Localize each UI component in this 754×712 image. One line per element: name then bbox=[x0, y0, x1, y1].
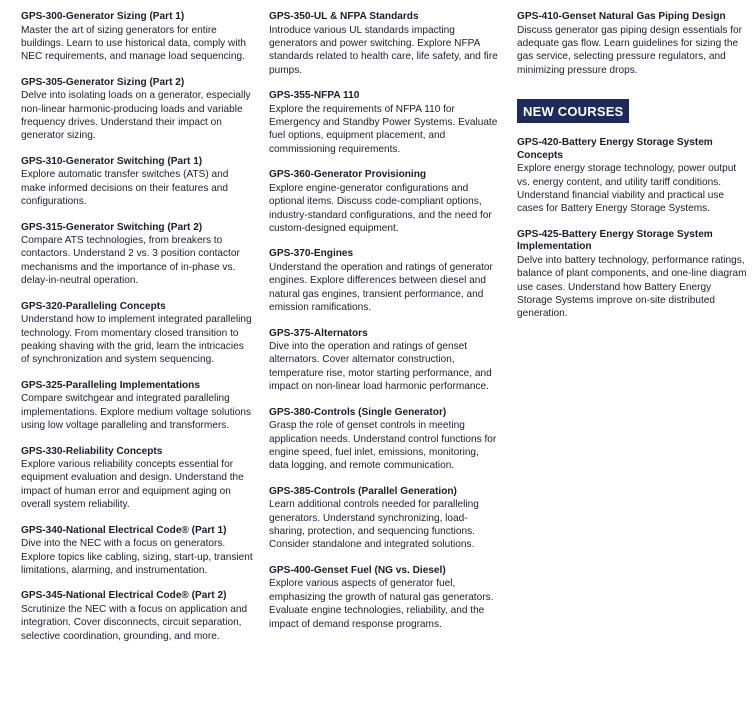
course-description: Compare switchgear and integrated paralleling implementations. Explore medium voltage solutions using low voltage paralleling and transformers. bbox=[21, 393, 252, 432]
course-title: GPS-410-Genset Natural Gas Piping Design bbox=[517, 11, 726, 22]
course-entry bbox=[517, 11, 747, 77]
course-entry bbox=[21, 222, 253, 288]
course-title: GPS-340-National Electrical Code® (Part 1) bbox=[21, 524, 227, 536]
course-entry bbox=[269, 486, 499, 552]
course-column-3 bbox=[517, 11, 747, 334]
course-title: GPS-350-UL & NFPA Standards bbox=[269, 11, 419, 22]
course-description: Learn additional controls needed for paralleling generators. Understand synchronizing, load-sharing, protection, and sequencing functions. Consider standalone and integrated solutions. bbox=[269, 499, 479, 551]
course-entry bbox=[517, 229, 747, 321]
course-entry bbox=[269, 11, 499, 77]
course-description: Delve into battery technology, performance ratings, balance of plant components, and one-line diagram use cases. Understand how Battery Energy Storage Systems improve on-site distributed generation. bbox=[517, 254, 747, 320]
course-entry bbox=[269, 565, 499, 631]
course-description: Explore automatic transfer switches (ATS) and make informed decisions on their features and configurations. bbox=[21, 169, 229, 208]
course-title: GPS-320-Paralleling Concepts bbox=[21, 300, 166, 312]
course-description: Grasp the role of genset controls in meeting application needs. Understand control functions for engine speed, fuel inlet, emissions, monitoring, data logging, and remote communication. bbox=[269, 420, 497, 472]
course-description: Master the art of sizing generators for entire buildings. Learn to use historical data, comply with NEC requirements, and manage load sequencing. bbox=[21, 24, 246, 63]
course-description: Explore engine-generator configurations and optional items. Discuss code-compliant options, industry-standard configurations, and the need for custom-designed equipment. bbox=[269, 182, 492, 234]
course-title: GPS-310-Generator Switching (Part 1) bbox=[21, 155, 203, 167]
course-title: GPS-425-Battery Energy Storage System Implementation bbox=[517, 228, 713, 253]
course-title: GPS-315-Generator Switching (Part 2) bbox=[21, 221, 203, 233]
course-entry bbox=[269, 407, 499, 473]
course-entry bbox=[269, 169, 499, 235]
course-entry bbox=[21, 590, 253, 643]
course-title: GPS-420-Battery Energy Storage System Concepts bbox=[517, 137, 713, 161]
course-entry bbox=[21, 380, 253, 433]
course-title: GPS-375-Alternators bbox=[269, 327, 368, 339]
course-column-2 bbox=[269, 11, 499, 644]
course-column-1 bbox=[21, 11, 253, 656]
course-title: GPS-325-Paralleling Implementations bbox=[21, 379, 200, 391]
course-description: Scrutinize the NEC with a focus on application and integration. Cover disconnects, circuit separation, selective coordination, grounding, and more. bbox=[21, 603, 248, 642]
course-description: Dive into the operation and ratings of genset alternators. Cover alternator construction, temperature rise, motor starting performance, and impact on non-linear load harmonic performance. bbox=[269, 341, 492, 393]
course-title: GPS-355-NFPA 110 bbox=[269, 90, 360, 102]
new-courses-badge: NEW COURSES bbox=[517, 99, 629, 123]
course-entry bbox=[21, 525, 253, 578]
course-title: GPS-345-National Electrical Code® (Part 2) bbox=[21, 590, 227, 602]
course-title: GPS-370-Engines bbox=[269, 248, 354, 260]
course-description: Explore the requirements of NFPA 110 for Emergency and Standby Power Systems. Evaluate fuel options, equipment placement, and commissioning requirements. bbox=[269, 103, 498, 155]
course-entry bbox=[21, 301, 253, 367]
course-entry bbox=[269, 248, 499, 314]
course-description: Discuss generator gas piping design essentials for adequate gas flow. Learn guidelines for sizing the gas service, selecting pressure regulators, and minimizing pressure drops. bbox=[517, 24, 742, 76]
course-entry bbox=[21, 11, 253, 64]
course-entry bbox=[269, 328, 499, 394]
course-description: Understand the operation and ratings of generator engines. Explore differences between diesel and natural gas engines, transient performance, and emission ramifications. bbox=[269, 261, 493, 314]
course-entry bbox=[21, 156, 253, 209]
course-description: Delve into isolating loads on a generator, especially non-linear harmonic-producing loads and variable frequency drives. Understand their impact on generator sizing. bbox=[21, 90, 251, 142]
course-title: GPS-305-Generator Sizing (Part 2) bbox=[21, 76, 185, 88]
course-description: Explore various reliability concepts essential for equipment evaluation and design. Understand the impact of human error and equipment aging on overall system reliability. bbox=[21, 459, 244, 511]
course-title: GPS-380-Controls (Single Generator) bbox=[269, 406, 447, 418]
course-description: Explore energy storage technology, power output vs. energy content, and utility tariff conditions. Understand financial viability and practical use cases for Battery Energy Storage Systems. bbox=[517, 163, 737, 215]
course-description: Introduce various UL standards impacting generators and power switching. Explore NFPA standards related to health care, life safety, and fire pumps. bbox=[269, 24, 498, 76]
course-title: GPS-360-Generator Provisioning bbox=[269, 169, 427, 181]
course-title: GPS-300-Generator Sizing (Part 1) bbox=[21, 11, 185, 22]
course-entry bbox=[517, 137, 747, 216]
course-description: Understand how to implement integrated paralleling technology. From momentary closed transition to peaking shaving with the grid, learn the intricacies of synchronization and system sequencing. bbox=[21, 314, 252, 366]
course-description: Dive into the NEC with a focus on generators. Explore topics like cabling, sizing, start-up, transient limitations, alarming, and instrumentation. bbox=[21, 538, 253, 576]
course-entry bbox=[269, 90, 499, 156]
course-description: Compare ATS technologies, from breakers to contactors. Understand 2 vs. 3 position contactor mechanisms and the importance of in-phase vs. delay-in-neutral operation. bbox=[21, 235, 240, 287]
course-title: GPS-385-Controls (Parallel Generation) bbox=[269, 485, 457, 497]
course-title: GPS-400-Genset Fuel (NG vs. Diesel) bbox=[269, 564, 446, 576]
course-description: Explore various aspects of generator fuel, emphasizing the growth of natural gas generators. Evaluate engine technologies, reliability, and the impact of demand response programs. bbox=[269, 578, 494, 630]
course-entry bbox=[21, 446, 253, 512]
course-title: GPS-330-Reliability Concepts bbox=[21, 445, 163, 457]
course-entry bbox=[21, 77, 253, 143]
